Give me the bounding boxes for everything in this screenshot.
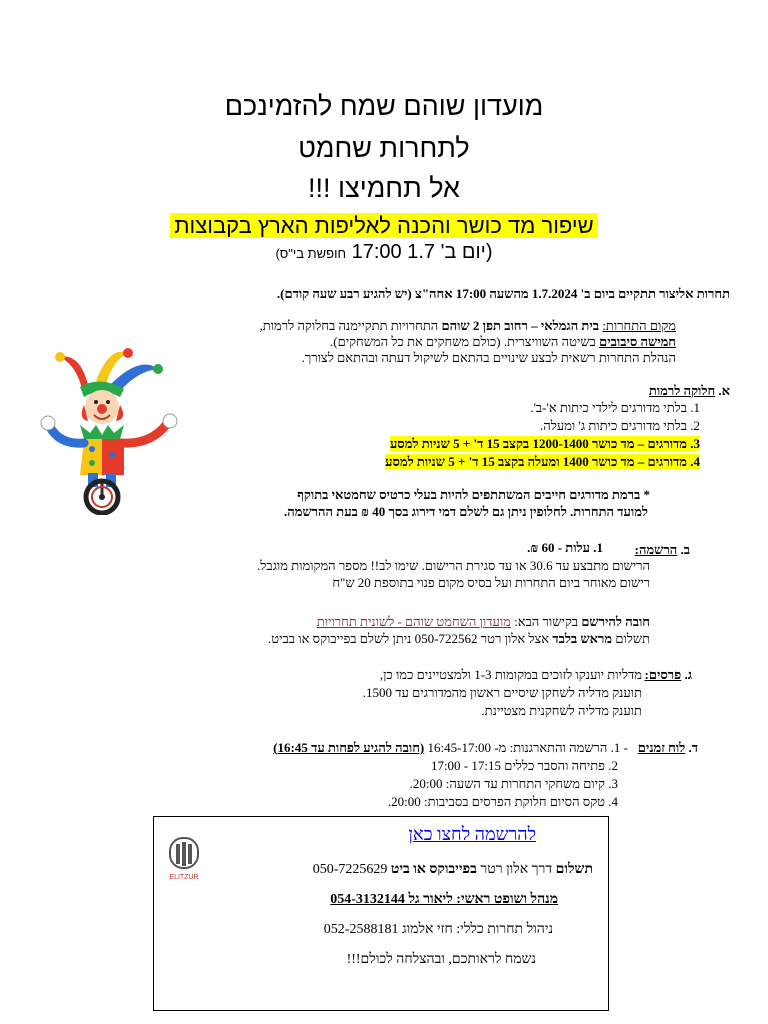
dont-miss-line: אל תחמיצו !!! [308, 173, 460, 203]
registration-fee: 1. עלות - 60 ₪. [527, 540, 603, 555]
late-registration-line: רישום מאוחר ביום התחרות ועל בסיס מקום פנוי בתוספת 20 ש"ח [332, 575, 650, 590]
rounds-line: חמישה סיבובים בשיטה השוויצרית. (כולם משחקים את כל המשחקים). [330, 334, 676, 349]
highlight-subtitle: שיפור מד כושר והכנה לאליפות הארץ בקבוצות [0, 210, 768, 242]
section-d-heading: ד. לוח זמנים [637, 740, 698, 755]
level-item: 1. בלתי מדורגים לילדי כיתות א'-ב'. [530, 400, 700, 415]
svg-text:ELITZUR: ELITZUR [169, 874, 199, 881]
clown-illustration [40, 345, 190, 515]
section-b-heading: ב. הרשמה: [634, 542, 690, 557]
rating-note: למועד התחרות. לחלופין ניתן גם לשלם דמי דירוג בסך 40 ₪ בעת ההרשמה. [284, 504, 648, 519]
schedule-item: - 1. הרשמה והתארגנות: מ- 16:45-17:00 (חובה להגיע לפחות עד 16:45) [273, 740, 628, 755]
general-manager: ניהול תחרות כללי: חזי אלמוג 052-2588181 [323, 922, 553, 937]
section-c-heading: ג. פרסים: [644, 667, 692, 682]
payment-line: תשלום מראש בלבד אצל אלון רטר 050-722562 ניתן לשלם בפייבוקס או בביט. [268, 631, 650, 646]
invite-line: מועדון שוהם שמח להזמינכם [224, 91, 544, 121]
registration-line: הרישום מתבצע עד 30.6 או עד סגירת הרישום. שימו לב!! מספר המקומות מוגבל. [257, 558, 650, 573]
prizes-line: תוענק מדליה לשחקנית מצטיינת. [481, 703, 642, 718]
competition-title: לתחרות שחמט [298, 133, 470, 163]
elitzur-logo [162, 836, 206, 882]
announcement: תחרות אליצור תתקיים ביום ב' 1.7.2024 מהשעה 17:00 אחה"צ (יש להגיע רבע שעה קודם). [276, 286, 730, 301]
section-a-heading: א. חלוקה לרמות [648, 383, 730, 398]
register-here-link[interactable]: להרשמה לחצו כאן [408, 824, 536, 844]
registration-link-line: חובה להירשם בקישור הבא: מועדון השחמט שוהם - לשונית תחרויות [316, 614, 650, 629]
box-payment-line: תשלום דרך אלון רטר בפייבוקס או ביט 050-7225629 [312, 862, 593, 877]
club-link[interactable]: מועדון השחמט שוהם - לשונית תחרויות [316, 614, 511, 629]
schedule-item: 2. פתיחה והסבר כללים 17:15 - 17:00 [430, 758, 618, 773]
closing-line: נשמח לראותכם, ובהצלחה לכולם!!! [346, 952, 536, 967]
level-item: 3. מדורגים – מד כושר 1200-1400 בקצב 15 ד' + 5 שניות למסע [389, 436, 700, 451]
level-item: 2. בלתי מדורגים כיתות ג' ומעלה. [540, 418, 700, 433]
rating-note: * ברמת מדורגים חייבים המשתתפים להיות בעלי כרטיס שחמטאי בתוקף [297, 487, 650, 502]
prizes-line: תוענק מדליה לשחקן שיסיים ראשון מהמדורגים עד 1500. [362, 685, 642, 700]
schedule-item: 4. טקס הסיום חלוקת הפרסים בסביבות: 20:00. [387, 794, 618, 809]
prizes-line: מדליות יוענקו לזוכים במקומות 1-3 ולמצטיינים כמו כן, [379, 667, 642, 682]
contact-box [153, 816, 609, 1011]
management-note: הנהלת התחרות רשאית לבצע שינויים בהתאם לשיקול דעתה ובהתאם לצורך. [301, 350, 676, 365]
chief-arbiter: מנהל ושופט ראשי: ליאור גל 054-3132144 [330, 892, 558, 907]
level-item: 4. מדורגים – מד כושר 1400 ומעלה בקצב 15 ד' + 5 שניות למסע [385, 454, 700, 469]
schedule-item: 3. קיום משחקי התחרות עד השעה: 20:00. [409, 776, 618, 791]
location-line: מקום התחרות: בית הגמלאי – רחוב תפן 2 שוהם התחרויות תתקיימנה בחלוקה לרמות, [259, 318, 676, 333]
date-line: (יום ב' 1.7 17:00 חופשת בי"ס) [275, 241, 493, 263]
